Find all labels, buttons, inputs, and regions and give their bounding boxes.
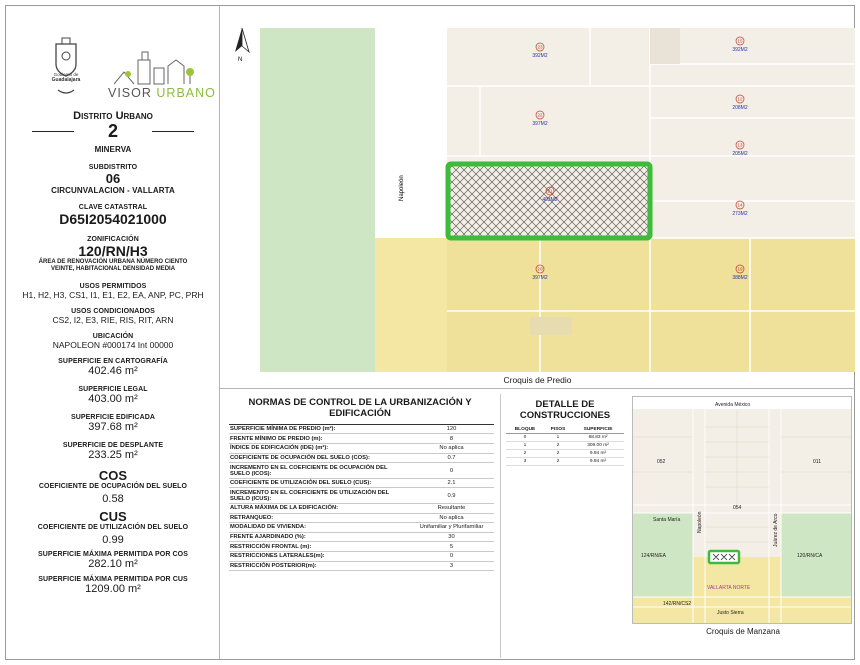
detail-cell: 3	[506, 457, 544, 465]
norms-value: 2.1	[409, 478, 494, 488]
norms-row	[229, 532, 494, 542]
detail-panel	[503, 390, 627, 500]
detail-header: SUPERFICIE	[572, 426, 624, 434]
lot-number: 22	[537, 112, 543, 118]
norms-title-line-1: NORMAS DE CONTROL DE LA URBANIZACIÓN Y	[248, 397, 472, 408]
norms-row	[229, 523, 494, 533]
map-caption: Croquis de Predio	[503, 375, 572, 385]
norms-value: No aplica	[409, 513, 494, 523]
norms-key: INCREMENTO EN EL COEFICIENTE DE UTILIZACIÓN DEL SUELO (ICUS):	[229, 488, 409, 504]
detail-cell: 2	[544, 441, 572, 449]
lot-number: 13	[737, 142, 743, 148]
norms-row	[229, 453, 494, 463]
building-block	[650, 28, 680, 64]
lot-number: 23	[537, 44, 543, 50]
norms-value: 8	[409, 434, 494, 444]
lot-area: 397M2	[532, 275, 548, 281]
distrito-label: Distrito Urbano	[73, 110, 153, 122]
sup-cartografia: 402.46 m²	[88, 365, 138, 377]
zone-142-label: 142/RN/CS2	[663, 601, 692, 607]
lot-area: 205M2	[732, 151, 748, 157]
norms-value: 0	[409, 463, 494, 479]
norms-value: 120	[409, 425, 494, 434]
detail-table	[506, 426, 624, 466]
north-label: N	[238, 57, 243, 63]
ubicacion: NAPOLEON #000174 Int 00000	[52, 340, 174, 350]
lot-area: 392M2	[732, 47, 748, 53]
city-skyline-icon	[114, 50, 204, 90]
usos-permitidos-label: USOS PERMITIDOS	[79, 283, 147, 290]
distrito-name: MINERVA	[94, 145, 132, 154]
norms-key: RESTRICCIÓN FRONTAL (m):	[229, 542, 409, 552]
lot-area: 273M2	[732, 211, 748, 217]
norms-divider	[500, 394, 501, 658]
detail-header: BLOQUE	[506, 426, 544, 434]
detail-row	[506, 441, 624, 449]
norms-row	[229, 561, 494, 571]
cos-title: COS	[98, 468, 128, 483]
norms-key: FRENTE MÍNIMO DE PREDIO (m):	[229, 434, 409, 444]
norms-key: RESTRICCIONES LATERALES(m):	[229, 551, 409, 561]
norms-value: Resultante	[409, 504, 494, 514]
visor-word: VISOR	[108, 86, 152, 100]
logos	[36, 36, 216, 104]
norms-value: Unifamiliar y Plurifamiliar	[409, 523, 494, 533]
justo-sierra-label: Justo Sierra	[717, 610, 744, 616]
norms-value: 0.7	[409, 453, 494, 463]
info-panel	[6, 6, 220, 659]
usos-condicionados: CS2, I2, E3, RIE, RIS, RIT, ARN	[52, 315, 174, 325]
sup-desplante: 233.25 m²	[88, 449, 138, 461]
detail-cell: 2	[544, 449, 572, 457]
sup-legal-label: SUPERFICIE LEGAL	[78, 386, 148, 393]
detail-row	[506, 433, 624, 441]
santa-maria-label: Santa María	[653, 517, 681, 523]
norms-key: INCREMENTO EN EL COEFICIENTE DE OCUPACIÓN DEL SUELO (ICOS):	[229, 463, 409, 479]
zonificacion-desc	[6, 259, 220, 273]
sup-cartografia-label: SUPERFICIE EN CARTOGRAFÍA	[58, 358, 168, 365]
detail-cell: 1	[506, 441, 544, 449]
usos-permitidos: H1, H2, H3, CS1, I1, E1, E2, EA, ANP, PC, PRH	[22, 290, 204, 300]
norms-key: COEFICIENTE DE OCUPACIÓN DEL SUELO (COS):	[229, 453, 409, 463]
detail-cell: 2	[506, 449, 544, 457]
norms-key: SUPERFICIE MÍNIMA DE PREDIO (m²):	[229, 425, 409, 434]
sup-desplante-label: SUPERFICIE DE DESPLANTE	[62, 442, 164, 449]
norms-row	[229, 542, 494, 552]
page-frame	[5, 5, 855, 660]
lot-number: 14	[737, 202, 743, 208]
norms-value: No aplica	[409, 444, 494, 454]
norms-key: ÍNDICE DE EDIFICACIÓN (IDE) (m²):	[229, 444, 409, 454]
urbano-word: URBANO	[156, 86, 216, 100]
north-arrow-icon	[235, 28, 249, 52]
norms-key: FRENTE AJARDINADO (%):	[229, 532, 409, 542]
detail-header-row	[506, 426, 624, 434]
lot-number: 20	[537, 266, 543, 272]
subdistrito-number: 06	[105, 171, 121, 186]
m052-label: 052	[657, 459, 666, 465]
city-text	[44, 72, 88, 83]
zonificacion-desc-line-1: ÁREA DE RENOVACIÓN URBANA NÚMERO CIENTO	[38, 259, 188, 265]
norms-value: 5	[409, 542, 494, 552]
subdistrito-name: CIRCUNVALACION - VALLARTA	[51, 186, 175, 195]
norms-row	[229, 444, 494, 454]
detail-cell: 1	[544, 433, 572, 441]
clave-catastral: D65I2054021000	[59, 211, 167, 227]
block-minimap[interactable]	[632, 396, 852, 624]
detail-cell: 309.00 m²	[572, 441, 624, 449]
usos-condicionados-label: USOS CONDICIONADOS	[71, 308, 155, 315]
norms-row	[229, 513, 494, 523]
cus-value: 0.99	[102, 534, 124, 546]
norms-key: RETRANQUEO:	[229, 513, 409, 523]
zone-120-label: 120/RN/CA	[797, 553, 823, 559]
vallarta-label: VALLARTA NORTE	[707, 585, 751, 591]
detail-cell: 9.94 m²	[572, 449, 624, 457]
detail-title-line-2: CONSTRUCCIONES	[519, 409, 611, 421]
cos-label: COEFICIENTE DE OCUPACIÓN DEL SUELO	[38, 483, 188, 490]
avenida-label: Avenida México	[715, 402, 751, 408]
norms-value: 0	[409, 551, 494, 561]
building-block	[530, 317, 572, 335]
zonificacion: 120/RN/H3	[78, 243, 148, 259]
detail-title-line-1: DETALLE DE	[535, 399, 595, 410]
detail-row	[506, 449, 624, 457]
m011-label: 011	[813, 459, 821, 465]
max-cos-label: SUPERFICIE MÁXIMA PERMITIDA POR COS	[38, 551, 188, 558]
norms-row	[229, 504, 494, 514]
detail-row	[506, 457, 624, 465]
zonificacion-label: ZONIFICACIÓN	[87, 236, 139, 243]
city-text-line-2: Guadalajara	[51, 77, 81, 84]
detail-cell: 0	[506, 433, 544, 441]
detail-header: PISOS	[544, 426, 572, 434]
norms-key: RESTRICCIÓN POSTERIOR(m):	[229, 561, 409, 571]
norms-row	[229, 551, 494, 561]
clave-label: CLAVE CATASTRAL	[78, 204, 148, 211]
m054-label: 054	[733, 505, 742, 511]
norms-key: MODALIDAD DE VIVIENDA:	[229, 523, 409, 533]
detail-cell: 2	[544, 457, 572, 465]
detail-cell: 9.94 m²	[572, 457, 624, 465]
cos-value: 0.58	[102, 493, 124, 505]
lot-area: 403M2	[542, 197, 558, 203]
ubicacion-label: UBICACIÓN	[92, 333, 134, 340]
lot-area: 388M2	[732, 275, 748, 281]
zone-124-label: 124/RN/EA	[641, 553, 667, 559]
norms-value: 0.9	[409, 488, 494, 504]
detail-title	[503, 400, 627, 422]
norms-title-line-2: EDIFICACIÓN	[329, 407, 391, 419]
lot-number: 19	[737, 266, 743, 272]
norms-value: 3	[409, 561, 494, 571]
street-label: Napoleón	[399, 175, 405, 201]
norms-row	[229, 463, 494, 479]
lot-number: 21	[547, 188, 553, 194]
cus-title: CUS	[99, 509, 127, 524]
norms-title	[220, 398, 500, 420]
max-cus: 1209.00 m²	[85, 583, 141, 595]
city-seal-icon	[46, 36, 86, 96]
green-zone	[260, 28, 375, 372]
norms-row	[229, 488, 494, 504]
cus-label: COEFICIENTE DE UTILIZACIÓN DEL SUELO	[37, 524, 189, 531]
lot-area: 392M2	[532, 53, 548, 59]
lot-number: 15	[737, 38, 743, 44]
norms-row	[229, 434, 494, 444]
zonificacion-desc-line-2: VEINTE, HABITACIONAL DENSIDAD MEDIA	[50, 265, 176, 272]
max-cos: 282.10 m²	[88, 558, 138, 570]
norms-value: 30	[409, 532, 494, 542]
norms-key: ALTURA MÁXIMA DE LA EDIFICACIÓN:	[229, 504, 409, 514]
visor-urbano-logo	[108, 86, 216, 100]
sup-edificada-label: SUPERFICIE EDIFICADA	[70, 414, 156, 421]
norms-table	[229, 425, 494, 571]
distrito-number: 2	[107, 121, 118, 141]
detail-cell: 68.83 m²	[572, 433, 624, 441]
lot-map-panel	[220, 6, 855, 389]
lot-area: 397M2	[532, 121, 548, 127]
city-text-line-1: Gobierno de	[53, 72, 79, 77]
norms-row	[229, 425, 494, 434]
yellow-lots	[447, 238, 855, 372]
lot-map[interactable]	[220, 6, 855, 389]
lot-area: 208M2	[732, 105, 748, 111]
sup-legal: 403.00 m²	[88, 393, 138, 405]
juarez-label: Juárez de Arco	[773, 513, 779, 547]
lot-number: 12	[737, 96, 743, 102]
norms-panel	[220, 390, 500, 659]
minimap-caption: Croquis de Manzana	[706, 627, 780, 636]
napoleon-label: Napoleón	[697, 511, 703, 533]
norms-key: COEFICIENTE DE UTILIZACIÓN DEL SUELO (CUS):	[229, 478, 409, 488]
norms-row	[229, 478, 494, 488]
max-cus-label: SUPERFICIE MÁXIMA PERMITIDA POR CUS	[38, 576, 188, 583]
subdistrito-label: SUBDISTRITO	[88, 164, 138, 171]
sup-edificada: 397.68 m²	[88, 421, 138, 433]
block-map	[633, 397, 852, 624]
